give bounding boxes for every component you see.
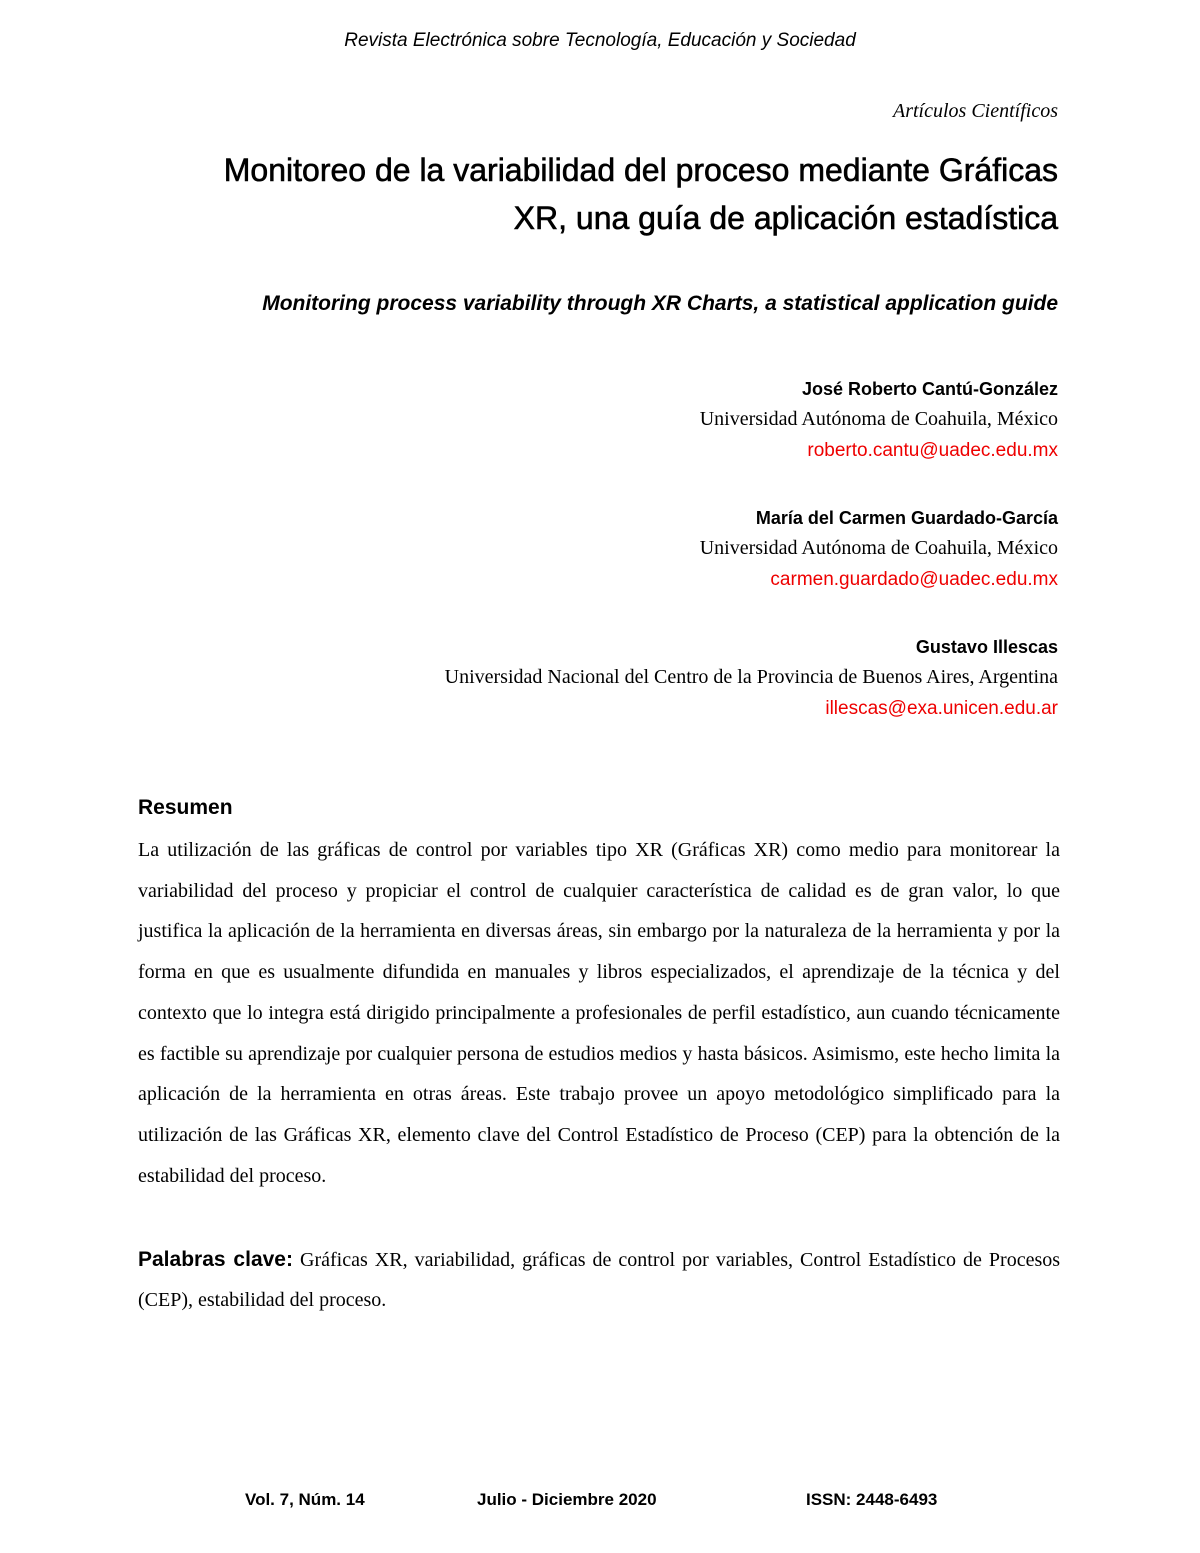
- article-title: [158, 146, 1058, 242]
- footer-volume: Vol. 7, Núm. 14: [245, 1490, 365, 1509]
- footer-period: Julio - Diciembre 2020: [477, 1490, 657, 1509]
- section-label: Artículos Científicos: [893, 100, 1058, 122]
- article-subtitle: Monitoring process variability through XR Charts, a statistical application guide: [262, 292, 1058, 315]
- author-affiliation: Universidad Autónoma de Coahuila, México: [699, 537, 1058, 559]
- keywords-paragraph: [138, 1240, 1060, 1320]
- author-block-2: [258, 504, 1058, 595]
- author-email-link[interactable]: carmen.guardado@uadec.edu.mx: [770, 569, 1058, 590]
- journal-header: Revista Electrónica sobre Tecnología, Educación y Sociedad: [344, 30, 856, 51]
- author-email-link[interactable]: roberto.cantu@uadec.edu.mx: [807, 440, 1058, 461]
- article-title-line-1: Monitoreo de la variabilidad del proceso mediante Gráficas: [223, 152, 1058, 188]
- author-block-3: [258, 633, 1058, 724]
- footer-issn: ISSN: 2448-6493: [806, 1490, 938, 1509]
- author-email-link[interactable]: illescas@exa.unicen.edu.ar: [825, 698, 1058, 719]
- author-affiliation: Universidad Nacional del Centro de la Provincia de Buenos Aires, Argentina: [444, 666, 1058, 688]
- article-title-line-2: XR, una guía de aplicación estadística: [513, 200, 1058, 236]
- author-block-1: [258, 375, 1058, 466]
- author-name: María del Carmen Guardado-García: [755, 508, 1058, 528]
- abstract-text: La utilización de las gráficas de control por variables tipo XR (Gráficas XR) como medio para monitorear la variabilidad del proceso y propiciar el control de cualquier característica de calidad es de gran valor, lo que justifica la aplicación de la herramienta en diversas áreas, sin embargo por la naturaleza de la herramienta y por la forma en que es usualmente difundida en manuales y libros especializados, el aprendizaje de la técnica y del contexto que lo integra está dirigido principalmente a profesionales de perfil estadístico, aun cuando técnicamente es factible su aprendizaje por cualquier persona de estudios medios y hasta básicos. Asimismo, este hecho limita la aplicación de la herramienta en otras áreas. Este trabajo provee un apoyo metodológico simplificado para la utilización de las Gráficas XR, elemento clave del Control Estadístico de Proceso (CEP) para la obtención de la estabilidad del proceso.: [138, 839, 1060, 1187]
- abstract-heading: Resumen: [138, 796, 233, 819]
- author-affiliation: Universidad Autónoma de Coahuila, México: [699, 408, 1058, 430]
- author-name: Gustavo Illescas: [915, 637, 1058, 657]
- keywords-label: Palabras clave:: [138, 1248, 293, 1271]
- keywords-text: Gráficas XR, variabilidad, gráficas de control por variables, Control Estadístico de Procesos (CEP), estabilidad del proceso.: [138, 1249, 1061, 1311]
- author-name: José Roberto Cantú-González: [801, 379, 1058, 399]
